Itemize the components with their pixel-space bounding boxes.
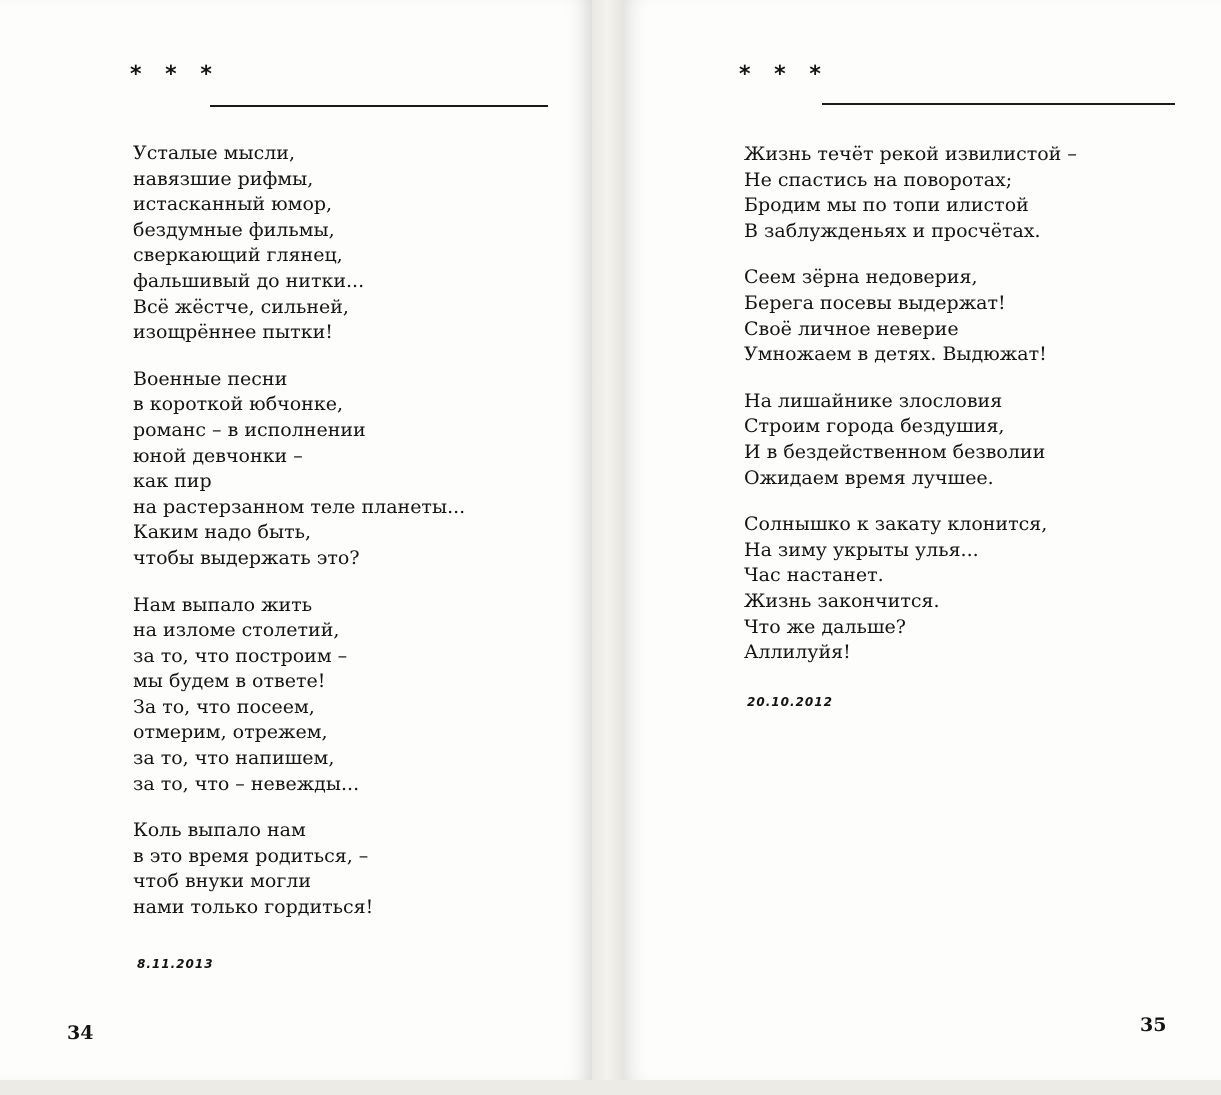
poem-line: Не спастись на поворотах; [744,168,1013,191]
poem-line: Строим города бездушия, [744,415,1005,438]
stanza [133,818,465,920]
poem-line: Нам выпало жить [133,593,313,616]
poem-line: на растерзанном теле планеты... [133,495,466,518]
poem-line: бездумные фильмы, [133,218,335,241]
right-page [622,0,1221,1080]
poem-text [133,141,465,942]
header-rule [210,105,548,107]
poem-line: сверкающий глянец, [133,244,343,267]
poem-line: навязшие рифмы, [133,167,314,190]
poem-line: Аллилуйя! [744,641,851,664]
poem-line: Сеем зёрна недоверия, [744,266,978,289]
poem-line: Берега посевы выдержат! [744,291,1006,314]
section-mark: * * * [739,62,829,87]
poem-line: Жизнь закончится. [744,589,940,612]
poem-line: в это время родиться, – [133,844,369,867]
poem-line: за то, что напишем, [133,747,335,770]
poem-line: За то, что посеем, [133,695,315,718]
poem-line: изощрённее пытки! [133,321,333,344]
header-rule [822,103,1175,105]
poem-date: 8.11.2013 [137,957,214,971]
poem-line: Военные песни [133,367,288,390]
poem-line: истасканный юмор, [133,193,333,216]
poem-line: Усталые мысли, [133,142,296,164]
poem-line: На лишайнике злословия [744,389,1003,412]
book-gutter [592,0,622,1080]
poem-date: 20.10.2012 [747,695,833,709]
poem-line: Солнышко к закату клонится, [744,513,1048,536]
poem-line: На зиму укрыты улья... [744,538,979,561]
page-number: 35 [1140,1014,1167,1036]
stanza [133,367,465,572]
poem-line: Ожидаем время лучшее. [744,466,994,489]
stanza [744,389,1077,491]
section-mark: * * * [130,62,220,87]
stanza [744,142,1077,244]
poem-line: И в бездейственном безволии [744,440,1046,463]
poem-line: фальшивый до нитки... [133,269,365,292]
poem-line: Каким надо быть, [133,521,312,544]
poem-line: в короткой юбчонке, [133,393,343,416]
poem-line: чтоб внуки могли [133,870,312,893]
poem-line: Час настанет. [744,564,884,587]
poem-line: нами только гордиться! [133,896,374,919]
poem-line: отмерим, отрежем, [133,721,328,744]
poem-line: Жизнь течёт рекой извилистой – [744,143,1077,165]
stanza [133,141,465,346]
poem-line: за то, что – невежды... [133,772,360,795]
poem-line: на изломе столетий, [133,619,340,642]
poem-text [744,142,1077,687]
poem-line: чтобы выдержать это? [133,546,360,569]
poem-line: как пир [133,470,212,493]
page-number: 34 [67,1022,94,1044]
poem-line: юной девчонки – [133,444,303,467]
poem-line: В заблужденьях и просчётах. [744,219,1041,242]
stanza [744,265,1077,367]
stanza [133,593,465,798]
page-bottom-edge [0,1080,1221,1095]
poem-line: Всё жёстче, сильней, [133,295,349,318]
poem-line: Коль выпало нам [133,819,306,842]
poem-line: Бродим мы по топи илистой [744,194,1029,217]
poem-line: Умножаем в детях. Выдюжат! [744,343,1047,366]
poem-line: Своё личное неверие [744,317,959,340]
poem-line: Что же дальше? [744,615,906,638]
poem-line: романс – в исполнении [133,418,366,441]
poem-line: мы будем в ответе! [133,670,326,693]
poem-line: за то, что построим – [133,644,348,667]
stanza [744,512,1077,666]
left-page [0,0,592,1080]
